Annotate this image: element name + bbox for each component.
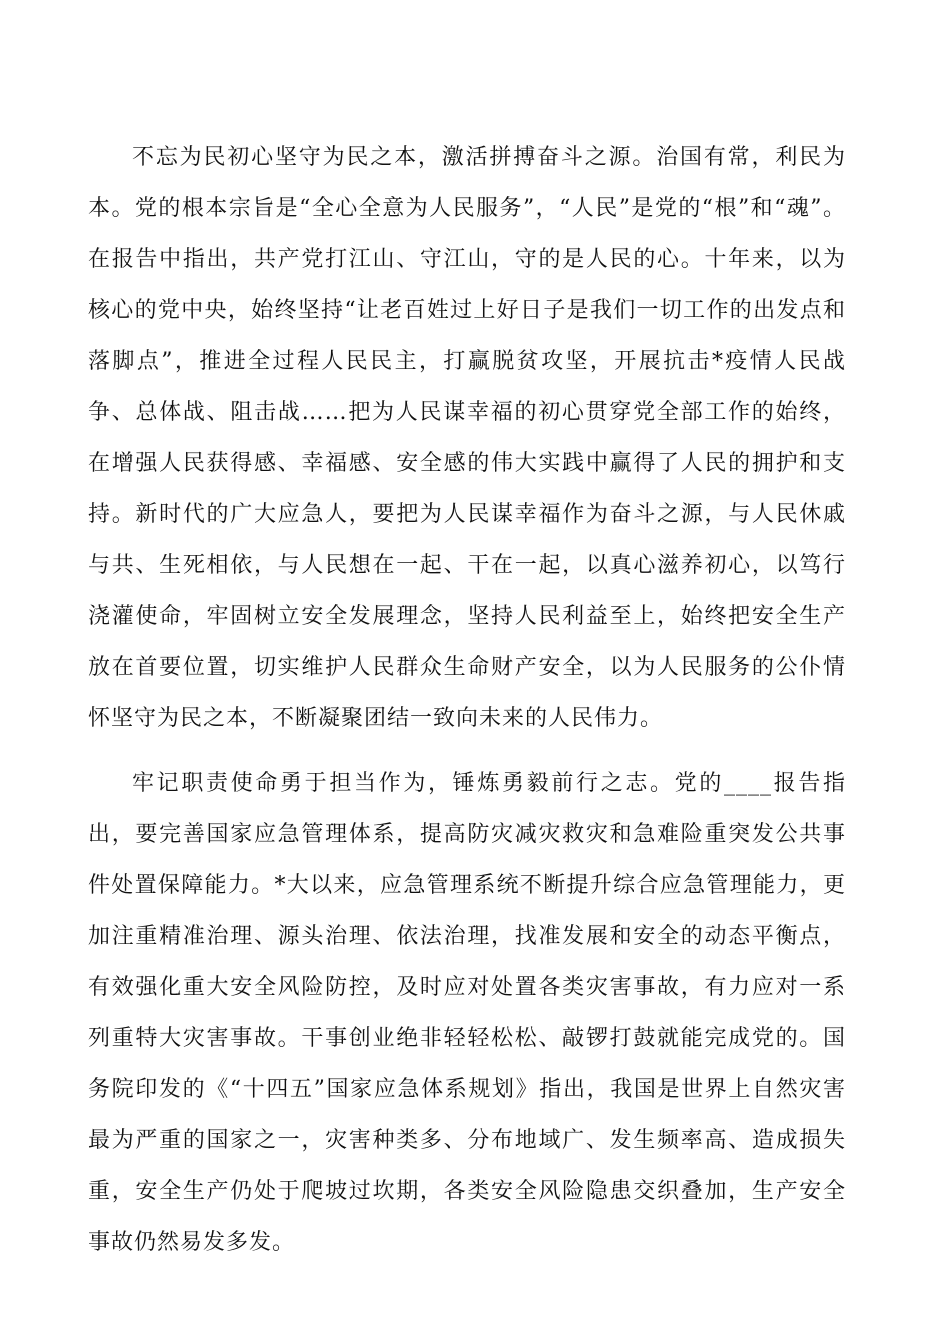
- paragraph-1: 不忘为民初心坚守为民之本，激活拼搏奋斗之源。治国有常，利民为本。党的根本宗旨是“全心全意为人民服务”，“人民”是党的“根”和“魂”。在报告中指出，共产党打江山、守江山，守的是人民的心。十年来，以为核心的党中央，始终坚持“让老百姓过上好日子是我们一切工作的出发点和落脚点”，推进全过程人民民主，打赢脱贫攻坚，开展抗击*疫情人民战争、总体战、阻击战……把为人民谋幸福的初心贯穿党全部工作的始终，在增强人民获得感、幸福感、安全感的伟大实践中赢得了人民的拥护和支持。新时代的广大应急人，要把为人民谋幸福作为奋斗之源，与人民休戚与共、生死相依，与人民想在一起、干在一起，以真心滋养初心，以笃行浇灌使命，牢固树立安全发展理念，坚持人民利益至上，始终把安全生产放在首要位置，切实维护人民群众生命财产安全，以为人民服务的公仆情怀坚守为民之本，不断凝聚团结一致向未来的人民伟力。: [88, 145, 846, 731]
- document-body: [88, 132, 846, 1268]
- paragraph-2: 牢记职责使命勇于担当作为，锤炼勇毅前行之志。党的____报告指出，要完善国家应急管理体系，提高防灾减灾救灾和急难险重突发公共事件处置保障能力。*大以来，应急管理系统不断提升综合应急管理能力，更加注重精准治理、源头治理、依法治理，找准发展和安全的动态平衡点，有效强化重大安全风险防控，及时应对处置各类灾害事故，有力应对一系列重特大灾害事故。干事创业绝非轻轻松松、敲锣打鼓就能完成党的。国务院印发的《“十四五”国家应急体系规划》指出，我国是世界上自然灾害最为严重的国家之一，灾害种类多、分布地域广、发生频率高、造成损失重，安全生产仍处于爬坡过坎期，各类安全风险隐患交织叠加，生产安全事故仍然易发多发。: [88, 771, 846, 1255]
